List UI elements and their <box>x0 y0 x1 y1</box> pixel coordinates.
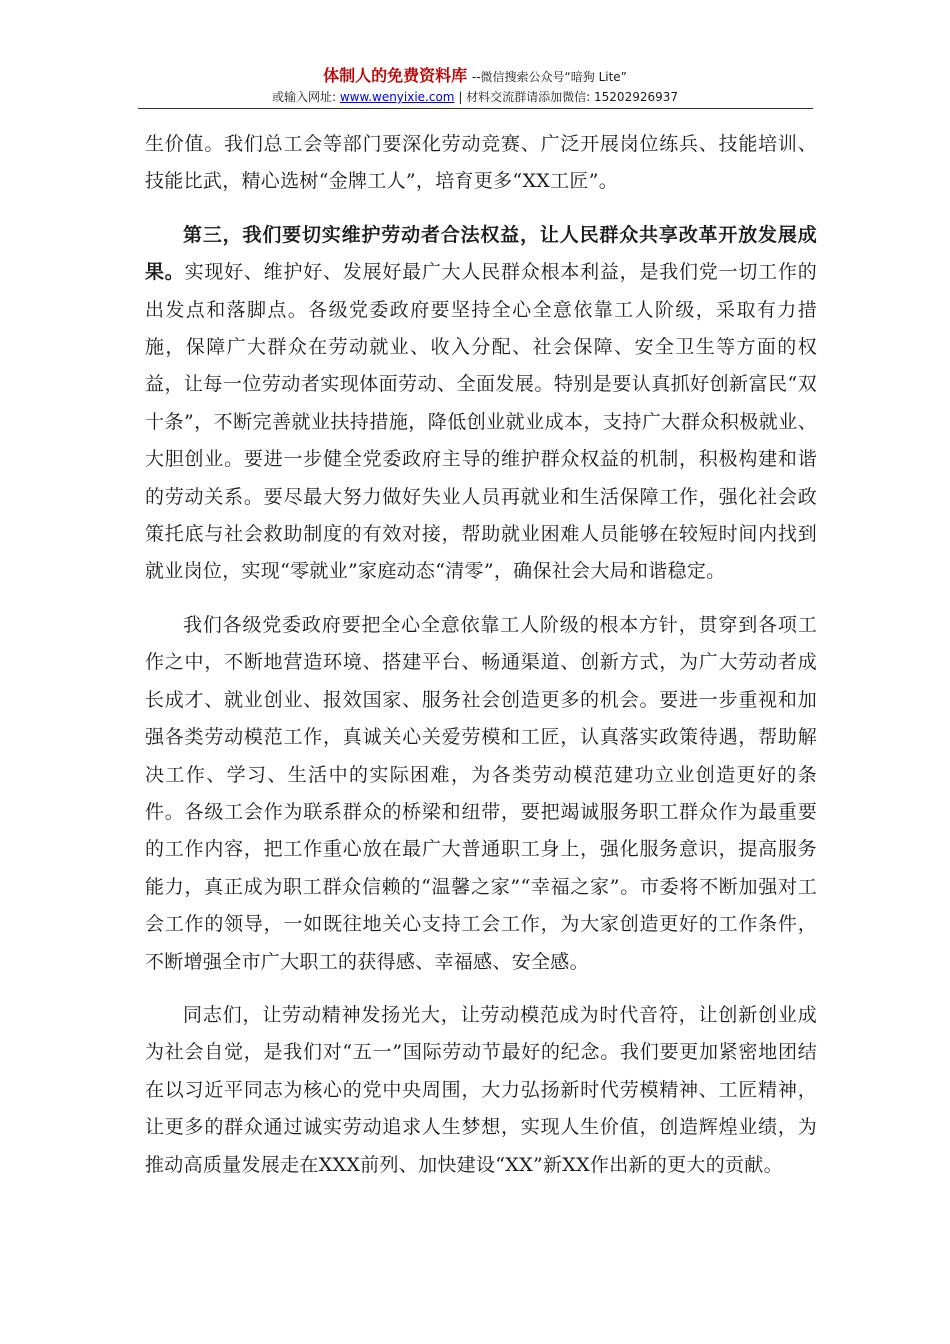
paragraph-continuation: 生价值。我们总工会等部门要深化劳动竞赛、广泛开展岗位练兵、技能培训、技能比武，精心选树“金牌工人”，培育更多“XX工匠”。 <box>145 133 817 193</box>
header-wechat-info: | 材料交流群请添加微信: 15202926937 <box>454 90 679 104</box>
header-divider <box>138 108 813 109</box>
header-contact <box>0 88 950 106</box>
paragraph-party-committees: 我们各级党委政府要把全心全意依靠工人阶级的根本方针，贯穿到各项工作之中，不断地营造环境、搭建平台、畅通渠道、创新方式，为广大劳动者成长成才、就业创业、报效国家、服务社会创造更多的机会。要进一步重视和加强各类劳动模范工作，真诚关心关爱劳模和工匠，认真落实政策待遇，帮助解决工作、学习、生活中的实际困难，为各类劳动模范建功立业创造更好的条件。各级工会作为联系群众的桥梁和纽带，要把竭诚服务职工群众作为最重要的工作内容，把工作重心放在最广大普通职工身上，强化服务意识，提高服务能力，真正成为职工群众信赖的“温馨之家”“幸福之家”。市委将不断加强对工会工作的领导，一如既往地关心支持工会工作，为大家创造更好的工作条件，不断增强全市广大职工的获得感、幸福感、安全感。 <box>145 613 817 973</box>
third-point-heading: 第三，我们要切实维护劳动者合法权益，让人民群众共享改革开放发展成果。 <box>145 223 817 284</box>
header-subtitle: --微信搜索公众号“暗狗 Lite” <box>471 70 627 84</box>
header-banner <box>0 66 950 87</box>
page-header <box>0 66 950 106</box>
third-point-body: 实现好、维护好、发展好最广大人民群众根本利益，是我们党一切工作的出发点和落脚点。各级党委政府要坚持全心全意依靠工人阶级，采取有力措施，保障广大群众在劳动就业、收入分配、社会保障、安全卫生等方面的权益，让每一位劳动者实现体面劳动、全面发展。特别是要认真抓好创新富民“双十条”，不断完善就业扶持措施，降低创业就业成本，支持广大群众积极就业、大胆创业。要进一步健全党委政府主导的维护群众权益的机制，积极构建和谐的劳动关系。要尽最大努力做好失业人员再就业和生活保障工作，强化社会政策托底与社会救助制度的有效对接，帮助就业困难人员能够在较短时间内找到就业岗位，实现“零就业”家庭动态“清零”，确保社会大局和谐稳定。 <box>145 261 817 583</box>
header-title: 体制人的免费资料库 <box>323 66 468 85</box>
document-body <box>145 126 817 1184</box>
header-url-prefix: 或输入网址: <box>271 90 340 104</box>
paragraph-closing: 同志们，让劳动精神发扬光大，让劳动模范成为时代音符，让创新创业成为社会自觉，是我们对“五一”国际劳动节最好的纪念。我们要更加紧密地团结在以习近平同志为核心的党中央周围，大力弘扬新时代劳模精神、工匠精神，让更多的群众通过诚实劳动追求人生梦想，实现人生价值，创造辉煌业绩，为推动高质量发展走在XXX前列、加快建设“XX”新XX作出新的更大的贡献。 <box>145 1003 817 1176</box>
website-link[interactable]: www.wenyixie.com <box>339 90 455 104</box>
paragraph-third-point <box>145 217 817 591</box>
